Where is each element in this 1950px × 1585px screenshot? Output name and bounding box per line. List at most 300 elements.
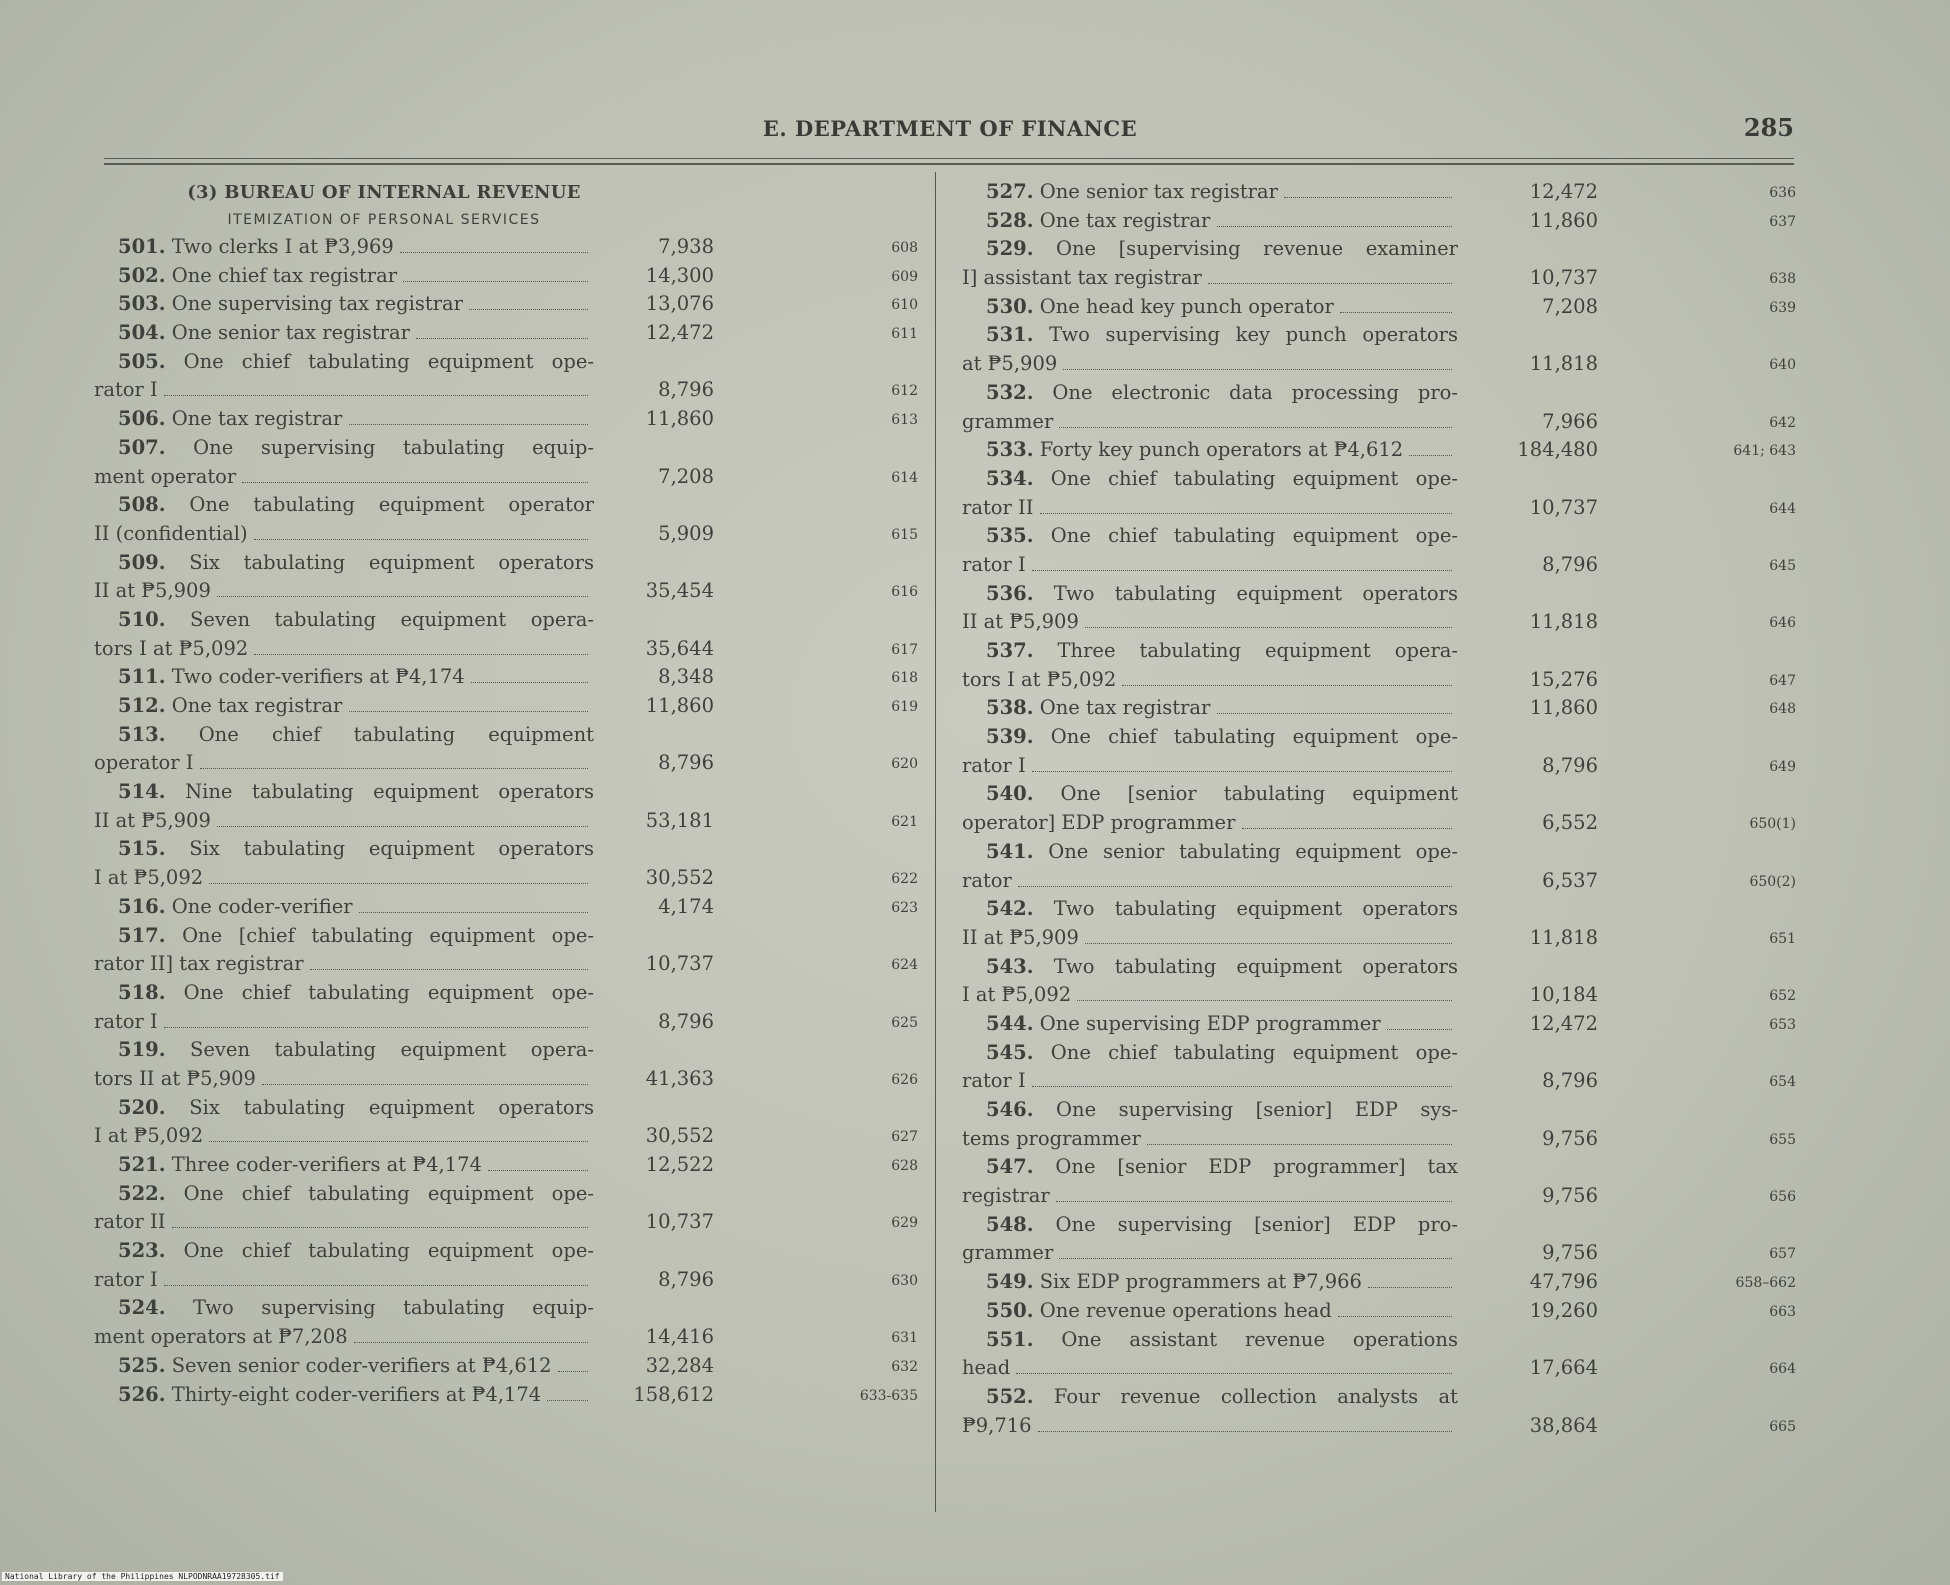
item-text: Seven senior coder-verifiers at ₱4,612 xyxy=(171,1353,552,1377)
item-description xyxy=(94,979,594,1036)
appropriation-item xyxy=(962,895,1802,952)
item-reference: 630 xyxy=(891,1272,918,1289)
item-reference: 649 xyxy=(1769,758,1796,775)
item-reference: 626 xyxy=(891,1071,918,1088)
item-text: One supervising EDP programmer xyxy=(1039,1011,1381,1035)
item-text: II at ₱5,909 xyxy=(94,808,211,832)
item-reference: 620 xyxy=(891,756,918,773)
leader-dots xyxy=(1063,369,1452,370)
item-number: 527. xyxy=(986,180,1034,203)
item-reference: 632 xyxy=(891,1358,918,1375)
appropriation-item xyxy=(94,692,924,721)
item-text: Seven tabulating equipment opera- xyxy=(190,1038,594,1062)
item-description xyxy=(94,233,594,262)
item-amount: 6,537 xyxy=(1542,868,1598,892)
item-text: One chief tabulating equipment ope- xyxy=(1050,1040,1458,1064)
item-amount: 17,664 xyxy=(1529,1356,1598,1380)
leader-dots xyxy=(547,1400,588,1401)
item-amount: 12,522 xyxy=(645,1153,714,1176)
page-number: 285 xyxy=(1743,113,1794,142)
item-text: One [senior tabulating equipment xyxy=(1060,782,1458,806)
item-amount: 12,472 xyxy=(645,321,714,345)
item-text: at ₱5,909 xyxy=(962,352,1058,376)
item-description xyxy=(94,1352,594,1381)
item-reference: 612 xyxy=(891,383,918,400)
appropriation-item xyxy=(94,1180,924,1237)
item-description xyxy=(94,922,594,979)
appropriation-item xyxy=(962,207,1802,236)
item-text: head xyxy=(962,1356,1011,1380)
item-number: 518. xyxy=(118,980,166,1004)
item-description xyxy=(962,895,1458,952)
item-amount: 10,184 xyxy=(1529,983,1598,1007)
appropriation-item xyxy=(962,465,1802,522)
item-reference: 631 xyxy=(891,1330,918,1347)
leader-dots xyxy=(1338,1316,1452,1317)
leader-dots xyxy=(1387,1029,1452,1030)
item-text: One coder-verifier xyxy=(171,894,353,918)
leader-dots xyxy=(1147,1144,1452,1145)
item-number: 501. xyxy=(118,235,166,258)
item-description xyxy=(962,1153,1458,1210)
item-text: Forty key punch operators at ₱4,612 xyxy=(1039,438,1404,462)
item-amount: 32,284 xyxy=(645,1353,714,1377)
item-reference: 646 xyxy=(1769,615,1796,632)
item-amount: 4,174 xyxy=(658,894,714,918)
appropriation-item xyxy=(962,1039,1802,1096)
item-amount: 11,860 xyxy=(1529,208,1598,232)
item-amount: 8,796 xyxy=(658,1267,714,1291)
item-text: One chief tabulating equipment ope- xyxy=(183,1239,594,1263)
item-number: 520. xyxy=(118,1095,166,1119)
appropriation-item xyxy=(962,1096,1802,1153)
item-reference: 641; 643 xyxy=(1733,443,1796,460)
item-number: 503. xyxy=(118,292,166,316)
appropriation-item xyxy=(94,290,924,319)
item-text: Two tabulating equipment operators xyxy=(1053,954,1458,978)
appropriation-item xyxy=(962,1211,1802,1268)
item-description xyxy=(94,434,594,491)
appropriation-item xyxy=(94,1294,924,1351)
item-number: 517. xyxy=(118,923,166,947)
leader-dots xyxy=(400,252,588,253)
item-number: 533. xyxy=(986,438,1034,462)
leader-dots xyxy=(403,281,588,282)
item-reference: 642 xyxy=(1769,414,1796,431)
item-amount: 19,260 xyxy=(1529,1298,1598,1322)
appropriation-item xyxy=(962,780,1802,837)
item-amount: 9,756 xyxy=(1542,1184,1598,1208)
leader-dots xyxy=(1016,1373,1452,1374)
item-description xyxy=(962,1211,1458,1268)
item-reference: 616 xyxy=(891,584,918,601)
item-text: One chief tabulating equipment ope- xyxy=(1050,725,1458,749)
item-text: Two clerks I at ₱3,969 xyxy=(171,235,394,258)
item-reference: 608 xyxy=(891,240,918,256)
item-number: 508. xyxy=(118,493,166,517)
item-text: One chief tabulating equipment ope- xyxy=(1050,466,1458,490)
item-reference: 655 xyxy=(1769,1131,1796,1148)
item-text: II at ₱5,909 xyxy=(94,579,211,603)
item-text: One assistant revenue operations xyxy=(1061,1327,1458,1351)
item-number: 539. xyxy=(986,725,1034,749)
leader-dots xyxy=(254,654,588,655)
item-description xyxy=(94,1036,594,1093)
item-number: 543. xyxy=(986,954,1034,978)
item-description xyxy=(94,1151,594,1180)
leader-dots xyxy=(488,1170,588,1171)
item-description xyxy=(962,207,1458,236)
leader-dots xyxy=(1085,627,1452,628)
appropriation-item xyxy=(94,491,924,548)
item-description xyxy=(94,348,594,405)
item-text: One supervising [senior] EDP pro- xyxy=(1055,1212,1458,1236)
appropriation-item xyxy=(962,1010,1802,1039)
leader-dots xyxy=(1040,513,1452,514)
scan-source-note: National Library of the Philippines NLPODNRAA19728305.tif xyxy=(2,1572,283,1581)
item-text: tems programmer xyxy=(962,1126,1141,1150)
leader-dots xyxy=(242,482,588,483)
leader-dots xyxy=(1085,943,1452,944)
header-rule-thin xyxy=(104,158,1794,159)
item-reference: 623 xyxy=(891,899,918,916)
item-amount: 9,756 xyxy=(1542,1241,1598,1265)
item-number: 516. xyxy=(118,894,166,918)
item-text: One revenue operations head xyxy=(1039,1298,1332,1322)
appropriation-item xyxy=(94,319,924,348)
item-number: 535. xyxy=(986,524,1034,548)
item-number: 512. xyxy=(118,694,166,717)
leader-dots xyxy=(1122,685,1452,686)
leader-dots xyxy=(217,596,588,597)
item-reference: 629 xyxy=(891,1215,918,1232)
item-description xyxy=(962,293,1458,322)
item-amount: 8,796 xyxy=(658,751,714,775)
item-text: rator II xyxy=(962,495,1034,519)
item-amount: 30,552 xyxy=(645,866,714,890)
item-description xyxy=(94,663,594,692)
item-amount: 6,552 xyxy=(1542,811,1598,835)
item-reference: 663 xyxy=(1769,1303,1796,1320)
appropriation-item xyxy=(94,835,924,892)
item-description xyxy=(94,491,594,548)
item-number: 544. xyxy=(986,1011,1034,1035)
item-text: registrar xyxy=(962,1184,1050,1208)
leader-dots xyxy=(164,1027,588,1028)
leader-dots xyxy=(359,912,588,913)
item-number: 547. xyxy=(986,1155,1034,1179)
item-reference: 627 xyxy=(891,1129,918,1146)
leader-dots xyxy=(469,309,588,310)
appropriation-item xyxy=(962,321,1802,378)
item-text: Two tabulating equipment operators xyxy=(1053,581,1458,605)
item-text: One supervising tabulating equip- xyxy=(193,435,595,459)
item-number: 510. xyxy=(118,607,166,631)
item-amount: 10,737 xyxy=(1529,495,1598,519)
leader-dots xyxy=(1032,1086,1452,1087)
leader-dots xyxy=(262,1084,588,1085)
leader-dots xyxy=(1038,1431,1452,1432)
item-amount: 10,737 xyxy=(1529,266,1598,290)
item-amount: 14,300 xyxy=(645,263,714,287)
item-number: 521. xyxy=(118,1153,166,1176)
item-text: rator I xyxy=(962,1069,1026,1093)
item-description xyxy=(94,1294,594,1351)
item-text: Six tabulating equipment operators xyxy=(189,1095,595,1119)
item-description xyxy=(962,1268,1458,1297)
item-description xyxy=(962,465,1458,522)
right-column xyxy=(962,178,1802,1440)
item-number: 552. xyxy=(986,1384,1034,1408)
appropriation-item xyxy=(94,979,924,1036)
item-text: One chief tabulating equipment ope- xyxy=(183,349,594,373)
item-reference: 624 xyxy=(891,957,918,974)
item-number: 538. xyxy=(986,696,1034,720)
item-reference: 622 xyxy=(891,871,918,888)
item-reference: 625 xyxy=(891,1014,918,1031)
item-description xyxy=(962,953,1458,1010)
appropriation-item xyxy=(94,721,924,778)
item-amount: 11,860 xyxy=(645,407,714,431)
item-reference: 633-635 xyxy=(859,1387,918,1404)
leader-dots xyxy=(209,1141,588,1142)
item-amount: 11,860 xyxy=(645,694,714,717)
appropriation-item xyxy=(962,1268,1802,1297)
item-text: tors II at ₱5,909 xyxy=(94,1066,256,1090)
item-text: grammer xyxy=(962,409,1054,433)
leader-dots xyxy=(349,711,588,712)
leader-dots xyxy=(1217,713,1452,714)
item-number: 540. xyxy=(986,782,1034,806)
item-reference: 628 xyxy=(891,1158,918,1174)
appropriation-item xyxy=(94,1352,924,1381)
item-reference: 648 xyxy=(1769,701,1796,718)
item-text: One head key punch operator xyxy=(1039,294,1334,318)
item-text: rator I xyxy=(962,753,1026,777)
item-text: Three tabulating equipment opera- xyxy=(1057,639,1458,662)
appropriation-item xyxy=(962,379,1802,436)
item-reference: 650(2) xyxy=(1749,873,1796,890)
item-reference: 639 xyxy=(1769,299,1796,316)
item-reference: 617 xyxy=(891,641,918,658)
item-number: 515. xyxy=(118,837,166,861)
item-amount: 13,076 xyxy=(645,292,714,316)
item-text: Two tabulating equipment operators xyxy=(1053,897,1458,921)
item-text: II at ₱5,909 xyxy=(962,610,1079,634)
item-amount: 12,472 xyxy=(1529,1011,1598,1035)
item-number: 530. xyxy=(986,294,1034,318)
item-reference: 658–662 xyxy=(1735,1275,1796,1292)
appropriation-item xyxy=(94,1094,924,1151)
item-text: rator I xyxy=(94,378,158,402)
left-entry-list xyxy=(94,233,924,1409)
leader-dots xyxy=(1032,771,1452,772)
item-text: One chief tabulating equipment ope- xyxy=(183,980,594,1004)
item-number: 511. xyxy=(118,665,166,689)
item-text: rator I xyxy=(962,552,1026,576)
item-text: II (confidential) xyxy=(94,521,248,545)
item-amount: 8,796 xyxy=(658,378,714,402)
item-amount: 5,909 xyxy=(658,521,714,545)
item-text: One tax registrar xyxy=(171,694,343,717)
item-description xyxy=(94,835,594,892)
item-description xyxy=(962,379,1458,436)
item-text: Six EDP programmers at ₱7,966 xyxy=(1039,1270,1362,1294)
leader-dots xyxy=(1208,283,1452,284)
item-text: One [supervising revenue examiner xyxy=(1056,237,1459,261)
leader-dots xyxy=(1217,226,1452,227)
item-number: 549. xyxy=(986,1270,1034,1294)
item-description xyxy=(94,262,594,291)
item-description xyxy=(962,637,1458,694)
item-text: ₱9,716 xyxy=(962,1413,1032,1437)
item-reference: 653 xyxy=(1769,1016,1796,1033)
leader-dots xyxy=(1032,570,1452,571)
item-number: 537. xyxy=(986,639,1034,662)
item-number: 513. xyxy=(118,722,166,746)
leader-dots xyxy=(1077,1000,1452,1001)
item-number: 522. xyxy=(118,1181,166,1205)
item-description xyxy=(94,778,594,835)
item-amount: 11,818 xyxy=(1529,610,1598,634)
appropriation-item xyxy=(962,580,1802,637)
item-number: 534. xyxy=(986,466,1034,490)
item-number: 519. xyxy=(118,1038,166,1062)
item-number: 541. xyxy=(986,839,1034,863)
item-text: Seven tabulating equipment opera- xyxy=(190,607,594,631)
item-text: I at ₱5,092 xyxy=(94,866,204,890)
item-text: One senior tax registrar xyxy=(1039,180,1278,203)
item-reference: 621 xyxy=(891,813,918,830)
leader-dots xyxy=(209,883,588,884)
right-entry-list xyxy=(962,178,1802,1440)
item-text: Two supervising tabulating equip- xyxy=(192,1296,594,1320)
item-description xyxy=(94,549,594,606)
item-number: 523. xyxy=(118,1239,166,1263)
appropriation-item xyxy=(962,178,1802,207)
appropriation-item xyxy=(962,1297,1802,1326)
item-text: I at ₱5,092 xyxy=(94,1124,204,1148)
item-description xyxy=(962,1326,1458,1383)
item-description xyxy=(94,290,594,319)
item-text: rator II xyxy=(94,1210,166,1234)
item-reference: 647 xyxy=(1769,672,1796,689)
item-text: Two coder-verifiers at ₱4,174 xyxy=(171,665,465,689)
left-column xyxy=(94,178,924,1409)
item-text: One tax registrar xyxy=(1039,208,1211,232)
item-reference: 650(1) xyxy=(1749,816,1796,833)
item-number: 529. xyxy=(986,237,1034,261)
item-text: ment operator xyxy=(94,464,237,488)
item-amount: 11,818 xyxy=(1529,352,1598,376)
item-amount: 35,644 xyxy=(645,636,714,660)
item-number: 525. xyxy=(118,1353,166,1377)
item-amount: 10,737 xyxy=(645,1210,714,1234)
item-amount: 11,818 xyxy=(1529,925,1598,949)
item-amount: 8,348 xyxy=(658,665,714,689)
header-rule-thick xyxy=(104,163,1794,165)
appropriation-item xyxy=(94,434,924,491)
item-description xyxy=(94,1237,594,1294)
leader-dots xyxy=(354,1342,588,1343)
section-title: (3) BUREAU OF INTERNAL REVENUE xyxy=(187,182,581,203)
item-description xyxy=(962,235,1458,292)
item-amount: 8,796 xyxy=(658,1009,714,1033)
item-description xyxy=(962,694,1458,723)
item-number: 505. xyxy=(118,349,166,373)
leader-dots xyxy=(217,826,588,827)
item-description xyxy=(94,692,594,721)
item-number: 507. xyxy=(118,435,166,459)
item-text: Six tabulating equipment operators xyxy=(189,550,595,574)
item-description xyxy=(962,1096,1458,1153)
leader-dots xyxy=(254,539,588,540)
item-reference: 652 xyxy=(1769,988,1796,1005)
item-amount: 38,864 xyxy=(1529,1413,1598,1437)
item-text: One tax registrar xyxy=(1039,696,1211,720)
item-number: 514. xyxy=(118,780,166,804)
item-number: 551. xyxy=(986,1327,1034,1351)
item-text: operator] EDP programmer xyxy=(962,811,1236,835)
item-text: One supervising tax registrar xyxy=(171,292,463,316)
leader-dots xyxy=(1284,197,1452,198)
appropriation-item xyxy=(94,1151,924,1180)
item-text: ment operators at ₱7,208 xyxy=(94,1325,348,1349)
appropriation-item xyxy=(962,1383,1802,1440)
item-amount: 15,276 xyxy=(1529,667,1598,691)
appropriation-item xyxy=(94,1237,924,1294)
item-text: Thirty-eight coder-verifiers at ₱4,174 xyxy=(171,1382,542,1406)
item-description xyxy=(962,321,1458,378)
appropriation-item xyxy=(962,1153,1802,1210)
item-amount: 184,480 xyxy=(1517,438,1598,462)
appropriation-item xyxy=(962,694,1802,723)
appropriation-item xyxy=(94,922,924,979)
item-number: 546. xyxy=(986,1098,1034,1121)
item-reference: 636 xyxy=(1769,185,1796,201)
item-amount: 35,454 xyxy=(645,579,714,603)
item-text: tors I at ₱5,092 xyxy=(962,667,1117,691)
item-text: One [chief tabulating equipment ope- xyxy=(182,923,594,947)
item-text: One chief tabulating equipment xyxy=(198,722,594,746)
appropriation-item xyxy=(962,953,1802,1010)
item-number: 548. xyxy=(986,1212,1034,1236)
leader-dots xyxy=(1409,455,1452,456)
item-number: 526. xyxy=(118,1382,166,1406)
appropriation-item xyxy=(962,838,1802,895)
item-text: rator xyxy=(962,868,1012,892)
item-text: Three coder-verifiers at ₱4,174 xyxy=(171,1153,482,1176)
appropriation-item xyxy=(94,1036,924,1093)
item-text: One tabulating equipment operator xyxy=(189,493,594,517)
item-description xyxy=(962,436,1458,465)
item-description xyxy=(94,721,594,778)
item-amount: 7,966 xyxy=(1542,409,1598,433)
item-text: One senior tax registrar xyxy=(171,321,410,345)
appropriation-item xyxy=(94,233,924,262)
item-reference: 638 xyxy=(1769,271,1796,288)
item-text: Six tabulating equipment operators xyxy=(189,837,595,861)
item-amount: 8,796 xyxy=(1542,753,1598,777)
leader-dots xyxy=(349,424,588,425)
appropriation-item xyxy=(94,663,924,692)
item-description xyxy=(962,178,1458,207)
item-reference: 651 xyxy=(1769,930,1796,947)
item-reference: 657 xyxy=(1769,1246,1796,1263)
appropriation-item xyxy=(94,348,924,405)
leader-dots xyxy=(471,682,588,683)
item-reference: 609 xyxy=(891,268,918,285)
